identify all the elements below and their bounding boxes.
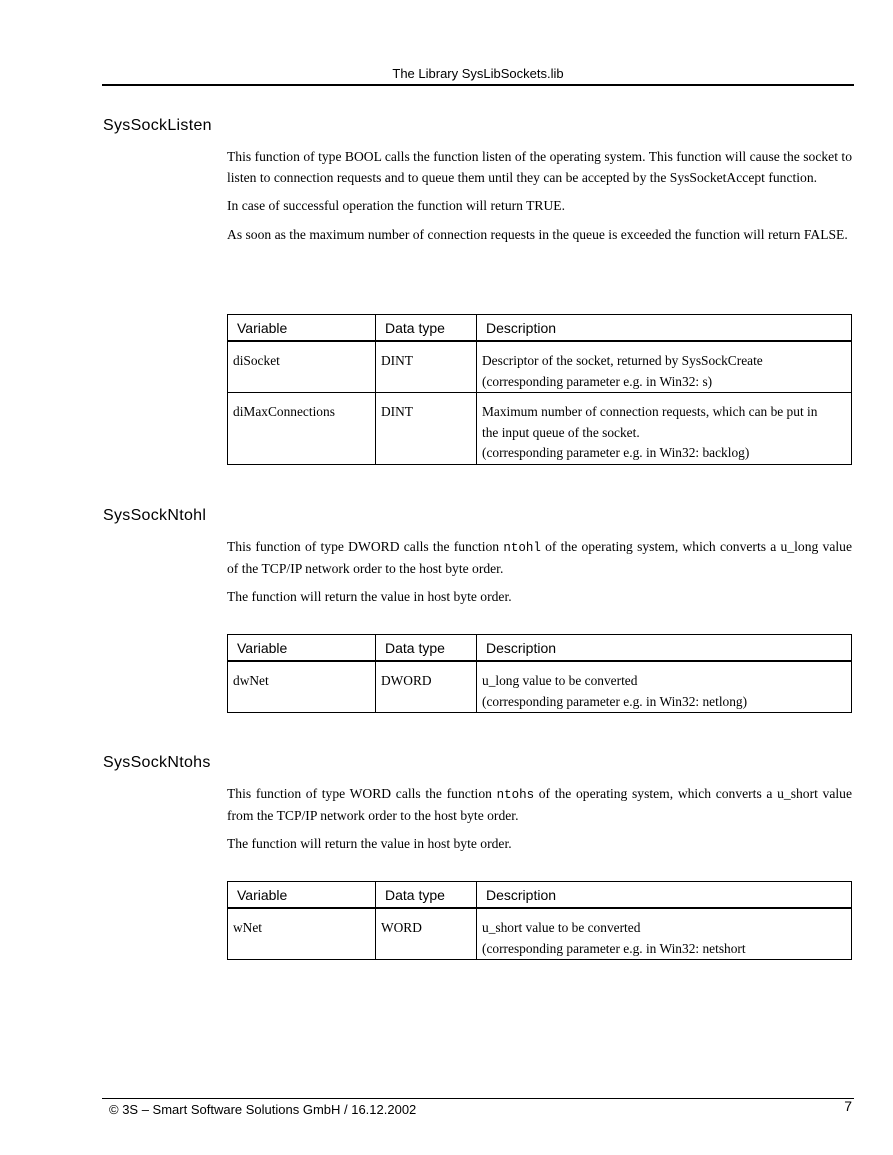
- paragraph: [227, 537, 852, 579]
- table-header-row: [228, 635, 852, 662]
- description-line: (corresponding parameter e.g. in Win32: netshort: [482, 940, 746, 956]
- description-line: (corresponding parameter e.g. in Win32: s): [482, 373, 713, 389]
- column-header-data-type: Data type: [376, 315, 477, 342]
- description-line: Descriptor of the socket, returned by SysSockCreate: [482, 353, 763, 368]
- cell-description: [477, 661, 852, 713]
- table-row: [228, 661, 852, 713]
- paragraph: [227, 784, 852, 826]
- cell-data-type: WORD: [376, 908, 477, 960]
- section-description: [227, 784, 852, 855]
- paragraph: This function of type BOOL calls the function listen of the operating system. This function will cause the socket to listen to connection requests and to queue them until they can be accepted by the SysSocketAccept function.: [227, 149, 852, 185]
- column-header-data-type: Data type: [376, 882, 477, 909]
- column-header-variable: Variable: [228, 315, 376, 342]
- cell-description: [477, 393, 852, 465]
- column-header-description: Description: [477, 882, 852, 909]
- column-header-data-type: Data type: [376, 635, 477, 662]
- paragraph: The function will return the value in host byte order.: [227, 589, 512, 604]
- paragraph-text: of the operating system, which converts a u_short value from the TCP/IP network order to the host byte order.: [227, 786, 852, 823]
- description-line: u_short value to be converted: [482, 920, 641, 935]
- footer-copyright: © 3S – Smart Software Solutions GmbH / 16.12.2002: [109, 1102, 417, 1117]
- parameter-table: [227, 314, 852, 465]
- paragraph: In case of successful operation the function will return TRUE.: [227, 198, 565, 213]
- cell-data-type: DWORD: [376, 661, 477, 713]
- description-line: u_long value to be converted: [482, 673, 638, 688]
- column-header-variable: Variable: [228, 635, 376, 662]
- description-line: Maximum number of connection requests, which can be put in: [482, 404, 818, 419]
- table-header-row: [228, 882, 852, 909]
- paragraph: As soon as the maximum number of connection requests in the queue is exceeded the function will return FALSE.: [227, 226, 848, 242]
- section-title: SysSockListen: [103, 117, 212, 134]
- function-name: ntohl: [503, 541, 541, 555]
- description-line: (corresponding parameter e.g. in Win32: netlong): [482, 693, 748, 709]
- paragraph-text: This function of type DWORD calls the function: [227, 539, 504, 554]
- cell-description: [477, 908, 852, 960]
- table-row: [228, 341, 852, 393]
- page-number: 7: [844, 1098, 852, 1114]
- section-description: [227, 147, 852, 245]
- column-header-variable: Variable: [228, 882, 376, 909]
- running-header: The Library SysLibSockets.lib: [392, 66, 564, 81]
- column-header-description: Description: [477, 315, 852, 342]
- table-header-row: [228, 315, 852, 342]
- paragraph-text: of the operating system, which converts a u_long value of the TCP/IP network order to the host byte order.: [227, 539, 852, 576]
- table-row: [228, 393, 852, 465]
- cell-variable: wNet: [228, 908, 376, 960]
- function-name: ntohs: [496, 788, 535, 802]
- cell-description: [477, 341, 852, 393]
- section-description: [227, 537, 852, 608]
- cell-data-type: DINT: [376, 393, 477, 465]
- description-line: (corresponding parameter e.g. in Win32: backlog): [482, 445, 750, 460]
- cell-data-type: DINT: [376, 341, 477, 393]
- column-header-description: Description: [477, 635, 852, 662]
- description-line: the input queue of the socket.: [482, 424, 640, 440]
- table-row: [228, 908, 852, 960]
- parameter-table: [227, 881, 852, 960]
- parameter-table: [227, 634, 852, 713]
- section-title: SysSockNtohl: [103, 507, 207, 524]
- footer-divider: [102, 1098, 854, 1099]
- paragraph-text: This function of type WORD calls the function: [227, 786, 497, 801]
- paragraph: The function will return the value in host byte order.: [227, 836, 512, 851]
- header-divider: [102, 84, 854, 86]
- section-title: SysSockNtohs: [103, 754, 211, 771]
- cell-variable: diMaxConnections: [228, 393, 376, 465]
- cell-variable: diSocket: [228, 341, 376, 393]
- cell-variable: dwNet: [228, 661, 376, 713]
